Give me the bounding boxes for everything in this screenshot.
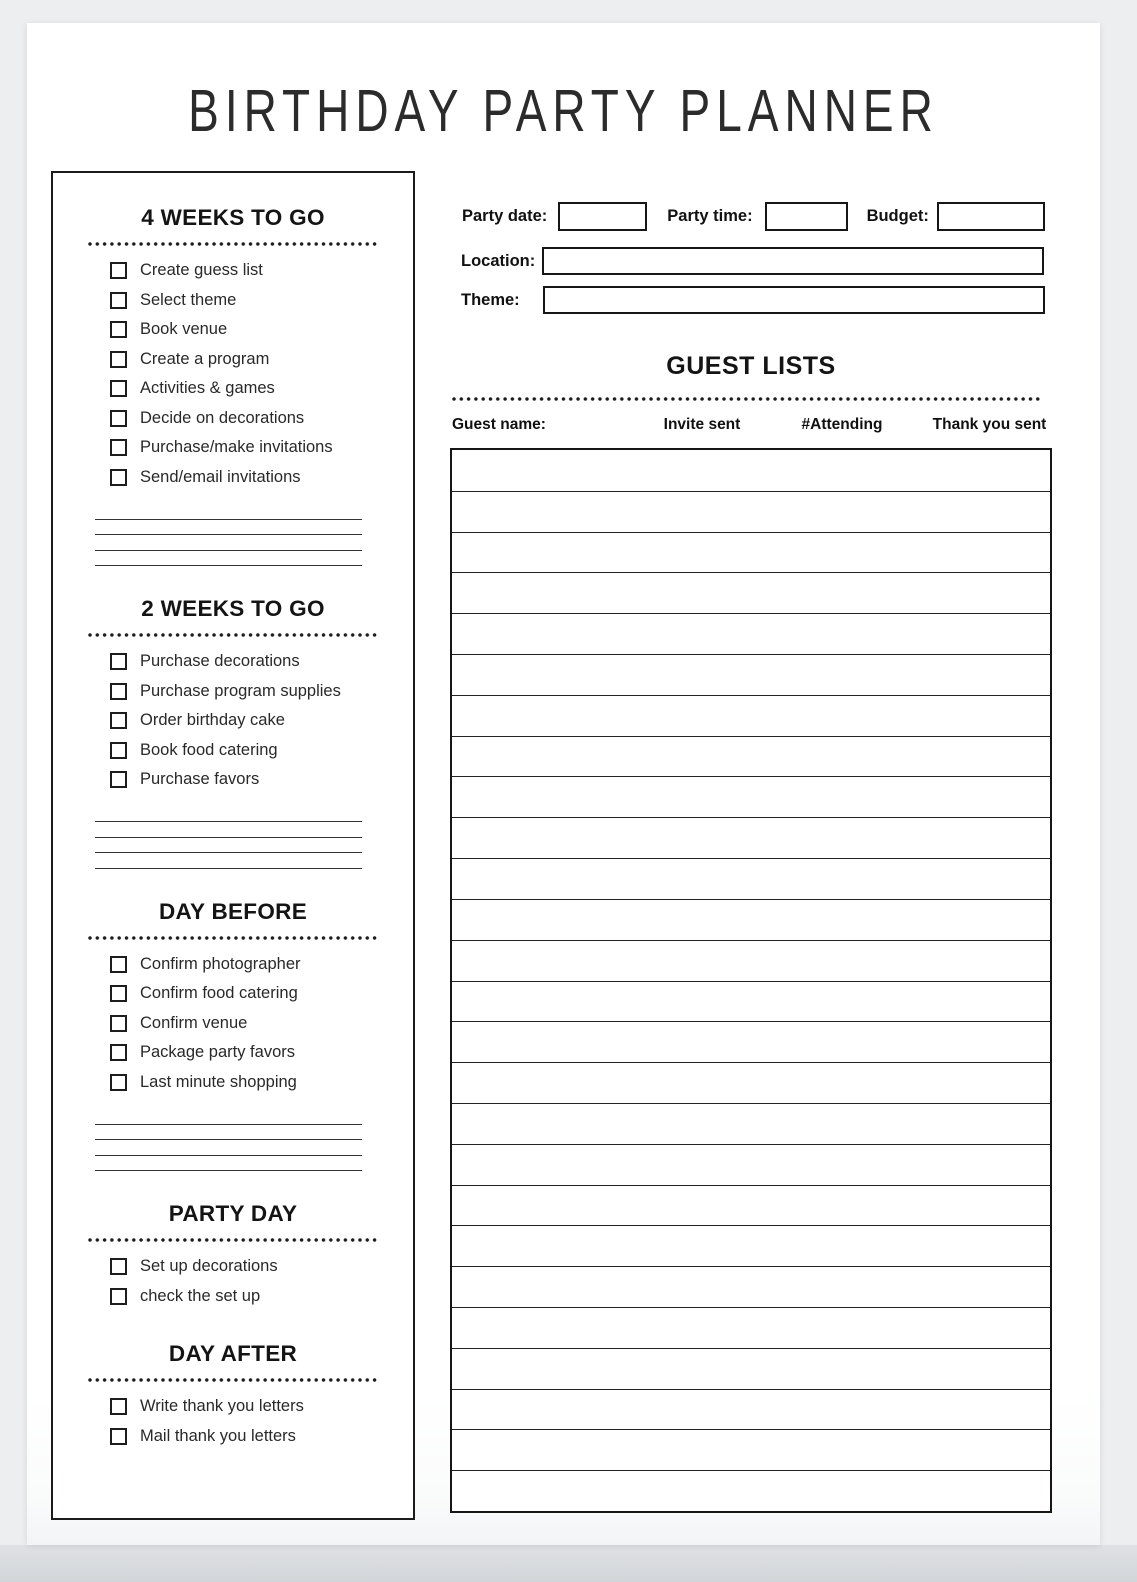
checkbox[interactable]	[110, 742, 127, 759]
checklist-item	[110, 315, 413, 345]
write-in-line[interactable]	[95, 1125, 362, 1141]
checklist-section	[53, 1341, 413, 1451]
location-input[interactable]	[542, 247, 1044, 275]
checklist-item-label: Set up decorations	[140, 1257, 278, 1276]
checkbox[interactable]	[110, 1015, 127, 1032]
guest-table	[450, 448, 1052, 1513]
checklist-item	[110, 950, 413, 980]
checklist-item-label: Package party favors	[140, 1043, 295, 1062]
guest-table-row[interactable]	[452, 1021, 1050, 1062]
checklist-item-label: Send/email invitations	[140, 467, 301, 486]
checklist-item	[110, 345, 413, 375]
dotted-divider	[88, 1378, 378, 1382]
guest-column-header: #Attending	[801, 416, 883, 433]
checklist-item	[110, 433, 413, 463]
guest-table-row[interactable]	[452, 1389, 1050, 1430]
guest-table-row[interactable]	[452, 1266, 1050, 1307]
checkbox[interactable]	[110, 956, 127, 973]
checkbox[interactable]	[110, 683, 127, 700]
checklist-section	[53, 1201, 413, 1311]
checklist-item-label: Confirm venue	[140, 1013, 248, 1032]
sidebar-sections	[53, 205, 413, 1451]
party-time-input[interactable]	[765, 202, 848, 231]
checkbox[interactable]	[110, 653, 127, 670]
dotted-divider	[452, 397, 1043, 401]
checklist-item-label: Confirm food catering	[140, 984, 298, 1003]
checkbox[interactable]	[110, 351, 127, 368]
checklist-item-label: Create guess list	[140, 261, 263, 280]
write-in-line[interactable]	[95, 822, 362, 838]
guest-column-header: Thank you sent	[932, 416, 1047, 433]
write-in-line[interactable]	[95, 853, 362, 869]
checklist-section	[53, 596, 413, 869]
write-in-lines	[95, 1109, 362, 1171]
checklist-item-label: Purchase favors	[140, 770, 260, 789]
guest-table-row[interactable]	[452, 776, 1050, 817]
write-in-line[interactable]	[95, 807, 362, 823]
guest-table-row[interactable]	[452, 1470, 1050, 1511]
checklist-item	[110, 647, 413, 677]
checklist-item	[110, 1009, 413, 1039]
party-date-input[interactable]	[558, 202, 647, 231]
checklist-item	[110, 765, 413, 795]
checkbox[interactable]	[110, 321, 127, 338]
guest-table-row[interactable]	[452, 817, 1050, 858]
page-title-text: BIRTHDAY PARTY PLANNER	[188, 76, 939, 144]
write-in-line[interactable]	[95, 520, 362, 536]
checklist-item	[110, 256, 413, 286]
guest-table-row[interactable]	[452, 1103, 1050, 1144]
guest-table-row[interactable]	[452, 572, 1050, 613]
write-in-line[interactable]	[95, 1140, 362, 1156]
guest-column-header: Guest name:	[452, 416, 546, 433]
checkbox[interactable]	[110, 771, 127, 788]
checkbox[interactable]	[110, 1074, 127, 1091]
guest-table-row[interactable]	[452, 532, 1050, 573]
guest-table-row[interactable]	[452, 940, 1050, 981]
checklist-item	[110, 979, 413, 1009]
checklist-section	[53, 205, 413, 566]
dotted-divider	[88, 242, 378, 246]
party-info-row	[440, 201, 1062, 231]
checkbox[interactable]	[110, 1428, 127, 1445]
write-in-line[interactable]	[95, 1156, 362, 1172]
guest-table-row[interactable]	[452, 899, 1050, 940]
write-in-lines	[95, 807, 362, 869]
guest-table-row[interactable]	[452, 1348, 1050, 1389]
guest-table-row[interactable]	[452, 1144, 1050, 1185]
checkbox[interactable]	[110, 292, 127, 309]
write-in-line[interactable]	[95, 551, 362, 567]
checklist-item-label: check the set up	[140, 1286, 261, 1305]
checklist-item	[110, 1392, 413, 1422]
party-date-label: Party date:	[462, 206, 548, 225]
checklist-item	[110, 677, 413, 707]
guest-table-row[interactable]	[452, 613, 1050, 654]
checklist-item	[110, 736, 413, 766]
checklist-item-label: Mail thank you letters	[140, 1426, 296, 1445]
checklist	[53, 256, 413, 492]
checklist-item	[110, 1282, 413, 1312]
checklist-item	[110, 1422, 413, 1452]
checklist-item-label: Confirm photographer	[140, 954, 301, 973]
location-label: Location:	[461, 251, 536, 270]
guest-table-row[interactable]	[452, 1429, 1050, 1470]
checkbox[interactable]	[110, 1258, 127, 1275]
checkbox[interactable]	[110, 985, 127, 1002]
checkbox[interactable]	[110, 469, 127, 486]
checklist-item-label: Order birthday cake	[140, 711, 285, 730]
checklist	[53, 1252, 413, 1311]
section-heading: PARTY DAY	[168, 1201, 298, 1226]
dotted-divider	[88, 936, 378, 940]
guest-table-row[interactable]	[452, 1225, 1050, 1266]
guest-table-header	[440, 416, 1062, 434]
checklist-item-label: Book food catering	[140, 740, 278, 759]
write-in-line[interactable]	[95, 1109, 362, 1125]
checklist-item-label: Create a program	[140, 349, 270, 368]
checklist-item	[110, 1252, 413, 1282]
checklist	[53, 647, 413, 795]
guest-table-row[interactable]	[452, 1062, 1050, 1103]
checklist	[53, 1392, 413, 1451]
checklist	[53, 950, 413, 1098]
guest-table-row[interactable]	[452, 858, 1050, 899]
theme-input[interactable]	[543, 286, 1045, 314]
checklist-item-label: Activities & games	[140, 379, 275, 398]
page-shadow-band	[0, 1545, 1137, 1582]
checkbox[interactable]	[110, 1288, 127, 1305]
dotted-divider	[88, 1238, 378, 1242]
location-row	[440, 247, 1062, 275]
checklist-item	[110, 463, 413, 493]
checklist-item	[110, 404, 413, 434]
section-heading: DAY AFTER	[168, 1341, 298, 1366]
checklist-item-label: Book venue	[140, 320, 228, 339]
section-heading: 2 WEEKS TO GO	[141, 596, 325, 621]
guest-table-row[interactable]	[452, 491, 1050, 532]
checklist-sidebar	[51, 171, 415, 1520]
checklist-item-label: Last minute shopping	[140, 1072, 297, 1091]
budget-input[interactable]	[937, 202, 1045, 231]
guest-table-row[interactable]	[452, 736, 1050, 777]
guest-column-header: Invite sent	[663, 416, 741, 433]
budget-label: Budget:	[866, 206, 929, 225]
theme-label: Theme:	[461, 290, 520, 309]
section-heading: DAY BEFORE	[158, 898, 308, 924]
write-in-line[interactable]	[95, 504, 362, 520]
write-in-lines	[95, 504, 362, 566]
checkbox[interactable]	[110, 262, 127, 279]
planner-page	[27, 23, 1100, 1545]
checklist-item-label: Decide on decorations	[140, 408, 305, 427]
guest-table-row[interactable]	[452, 1185, 1050, 1226]
checklist-item	[110, 1038, 413, 1068]
write-in-line[interactable]	[95, 535, 362, 551]
section-heading: 4 WEEKS TO GO	[141, 205, 325, 230]
checklist-item-label: Write thank you letters	[140, 1397, 304, 1416]
guest-table-row[interactable]	[452, 981, 1050, 1022]
checklist-item	[110, 374, 413, 404]
dotted-divider	[88, 633, 378, 637]
checklist-item-label: Purchase/make invitations	[140, 438, 333, 457]
guest-table-row[interactable]	[452, 450, 1050, 491]
guest-table-row[interactable]	[452, 695, 1050, 736]
checkbox[interactable]	[110, 712, 127, 729]
checkbox[interactable]	[110, 1044, 127, 1061]
checkbox[interactable]	[110, 439, 127, 456]
guest-lists-title: GUEST LISTS	[666, 352, 836, 380]
checkbox[interactable]	[110, 380, 127, 397]
main-column	[440, 201, 1062, 1513]
write-in-line[interactable]	[95, 838, 362, 854]
checklist-item	[110, 706, 413, 736]
checklist-item	[110, 286, 413, 316]
checklist-item-label: Purchase program supplies	[140, 681, 341, 700]
party-time-label: Party time:	[667, 206, 753, 225]
theme-row	[440, 286, 1062, 314]
checklist-section	[53, 899, 413, 1172]
checkbox[interactable]	[110, 410, 127, 427]
checklist-item-label: Purchase decorations	[140, 652, 300, 671]
checkbox[interactable]	[110, 1398, 127, 1415]
checklist-item-label: Select theme	[140, 290, 237, 309]
page-title	[27, 76, 1100, 144]
guest-table-row[interactable]	[452, 654, 1050, 695]
checklist-item	[110, 1068, 413, 1098]
guest-table-row[interactable]	[452, 1307, 1050, 1348]
